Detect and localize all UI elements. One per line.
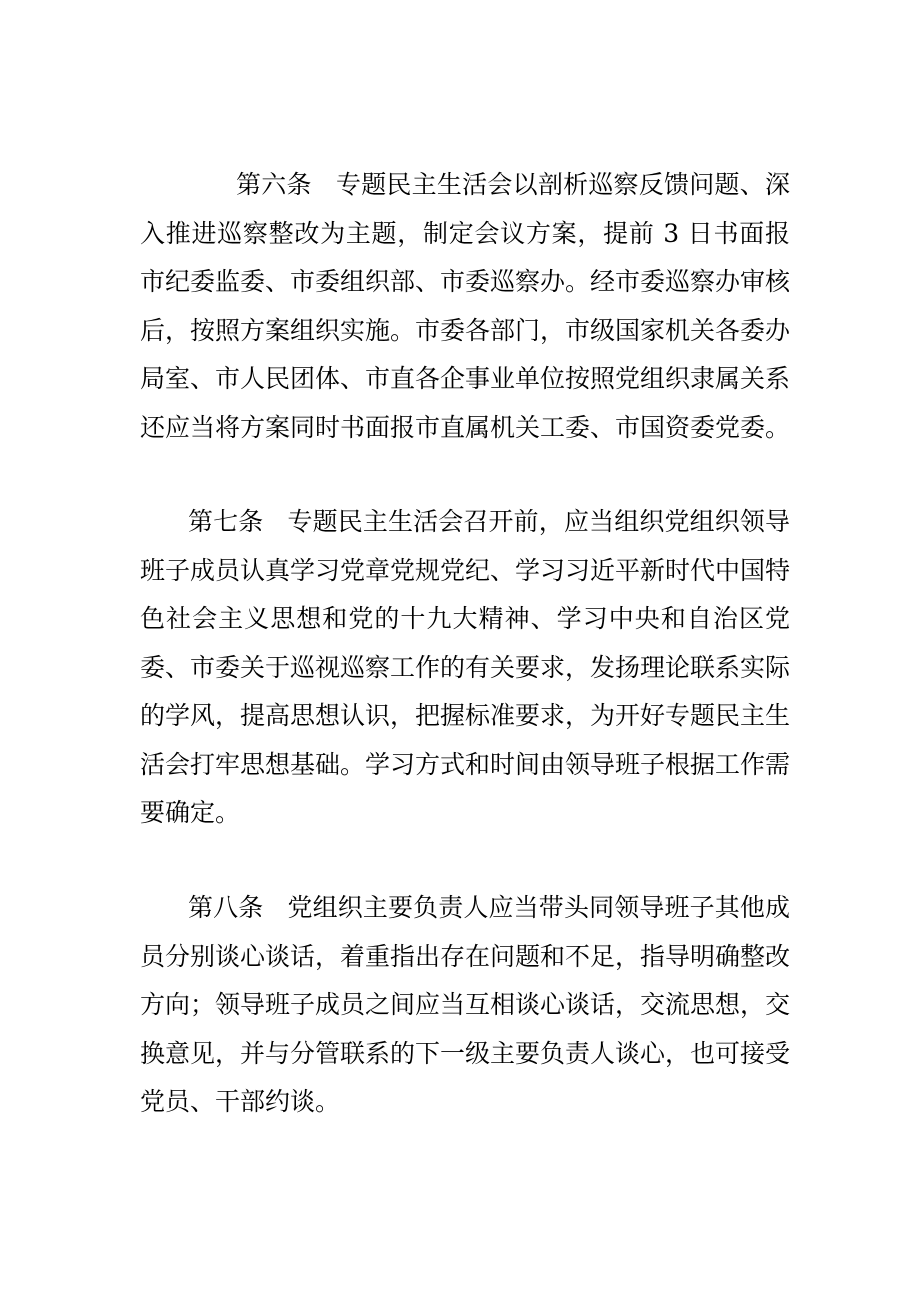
article-7-paragraph [140,498,790,838]
article-8-heading: 第八条 [188,893,264,922]
article-6-text: 专题民主生活会以剖析巡察反馈问题、深入推进巡察整改为主题，制定会议方案，提前 3 日书面报市纪委监委、市委组织部、市委巡察办。经市委巡察办审核后，按照方案组织实施。市委各部门，市级国家机关各委办局室、市人民团体、市直各企事业单位按照党组织隶属关系还应当将方案同时书面报市直属机关工委、市国资委党委。 [140,170,791,442]
article-8-paragraph [140,884,790,1127]
article-8-text: 党组织主要负责人应当带头同领导班子其他成员分别谈心谈话，着重指出存在问题和不足，指导明确整改方向；领导班子成员之间应当互相谈心谈话，交流思想，交换意见，并与分管联系的下一级主要负责人谈心，也可接受党员、干部约谈。 [140,893,791,1116]
article-6-paragraph [140,161,790,452]
article-6-heading: 第六条 [236,170,312,199]
article-7-text: 专题民主生活会召开前，应当组织党组织领导班子成员认真学习党章党规党纪、学习习近平新时代中国特色社会主义思想和党的十九大精神、学习中央和自治区党委、市委关于巡视巡察工作的有关要求，发扬理论联系实际的学风，提高思想认识，把握标准要求，为开好专题民主生活会打牢思想基础。学习方式和时间由领导班子根据工作需要确定。 [140,507,791,827]
article-7-heading: 第七条 [188,507,264,536]
